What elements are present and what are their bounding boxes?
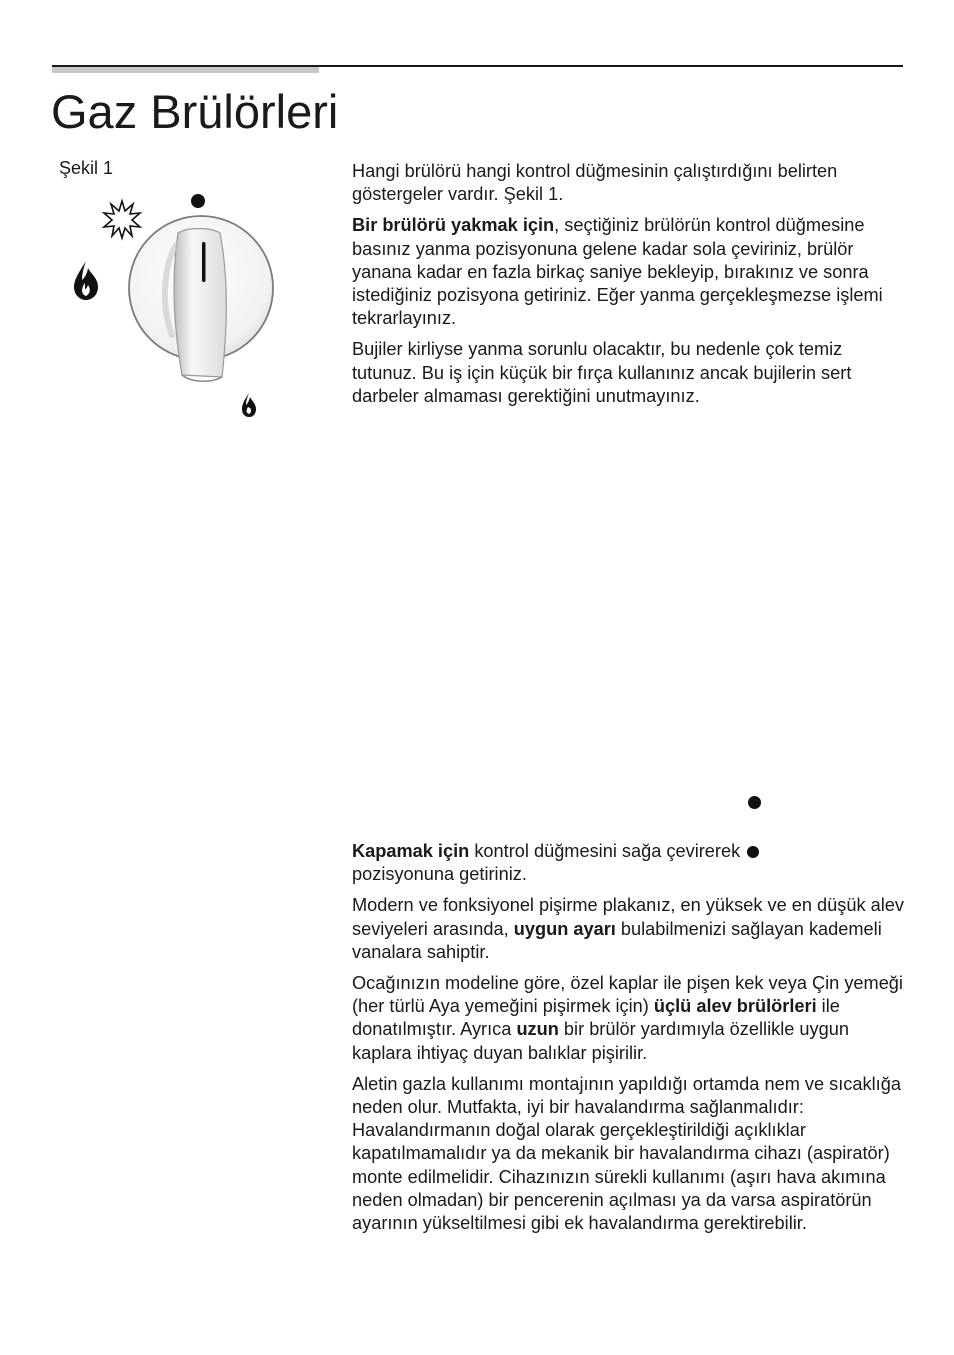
paragraph-turn-off: Kapamak için kontrol düğmesini sağa çevirerek pozisyonuna getiriniz.	[352, 840, 908, 886]
paragraph-burner-types: Ocağınızın modeline göre, özel kaplar ile pişen kek veya Çin yemeği (her türlü Aya yemeğini pişirmek için) üçlü alev brülörleri ile donatılmıştır. Ayrıca uzun bir brülör yardımıyla özellikle uygun kaplara ihtiyaç duyan balıklar pişirilir.	[352, 973, 903, 1063]
large-flame-icon	[74, 261, 98, 300]
turn-off-heading: Kapamak için	[352, 841, 470, 861]
details-text-column	[352, 840, 908, 1243]
paragraph-indicators: Hangi brülörü hangi kontrol düğmesinin çalıştırdığını belirten göstergeler vardır. Şekil 1.	[352, 161, 838, 205]
off-position-dot-icon	[748, 796, 761, 809]
header-accent-bar	[52, 67, 319, 73]
intro-text-column	[352, 160, 908, 416]
paragraph-ignition: Bir brülörü yakmak için, seçtiğiniz brülörün kontrol düğmesine basınız yanma pozisyonuna gelene kadar sola çeviriniz, brülör yanana kadar en fazla birkaç saniye bekleyip, bırakınız ve sonra istediğiniz pozisyona getiriniz. Eğer yanma gerçekleşmezse işlemi tekrarlayınız.	[352, 215, 883, 329]
paragraph-spark-plugs: Bujiler kirliyse yanma sorunlu olacaktır, bu nedenle çok temiz tutunuz. Bu iş için küçük bir fırça kullanınız ancak bujilerin sert darbeler almaması gerektiğini unutmayınız.	[352, 339, 852, 406]
small-flame-icon	[242, 393, 256, 417]
page-title: Gaz Brülörleri	[51, 85, 339, 138]
paragraph-valves: Modern ve fonksiyonel pişirme plakanız, en yüksek ve en düşük alev seviyeleri arasında, uygun ayarı bulabilmenizi sağlayan kademeli vanalara sahiptir.	[352, 895, 904, 962]
figure-label: Şekil 1	[59, 158, 114, 178]
off-position-dot-icon	[747, 846, 759, 858]
off-position-dot-icon	[191, 194, 205, 208]
paragraph-ventilation: Aletin gazla kullanımı montajının yapıldığı ortamda nem ve sıcaklığa neden olur. Mutfakta, iyi bir havalandırma sağlanmalıdır: Havalandırmanın doğal olarak gerçekleştirildiği açıklıklar kapatılmamalıdır ya da mekanik bir havalandırma cihazı (aspiratör) monte edilmelidir. Cihazınızın sürekli kullanımı (aşırı hava akımına neden olmadan) bir pencerenin açılması ya da varsa aspiratörün ayarının yükseltilmesi gibi ek havalandırma gerektirebilir.	[352, 1073, 901, 1234]
ignition-spark-icon	[104, 201, 140, 238]
ignition-heading: Bir brülörü yakmak için	[352, 215, 555, 236]
knob-indicator-line	[202, 242, 206, 282]
control-knob-figure	[70, 185, 300, 425]
